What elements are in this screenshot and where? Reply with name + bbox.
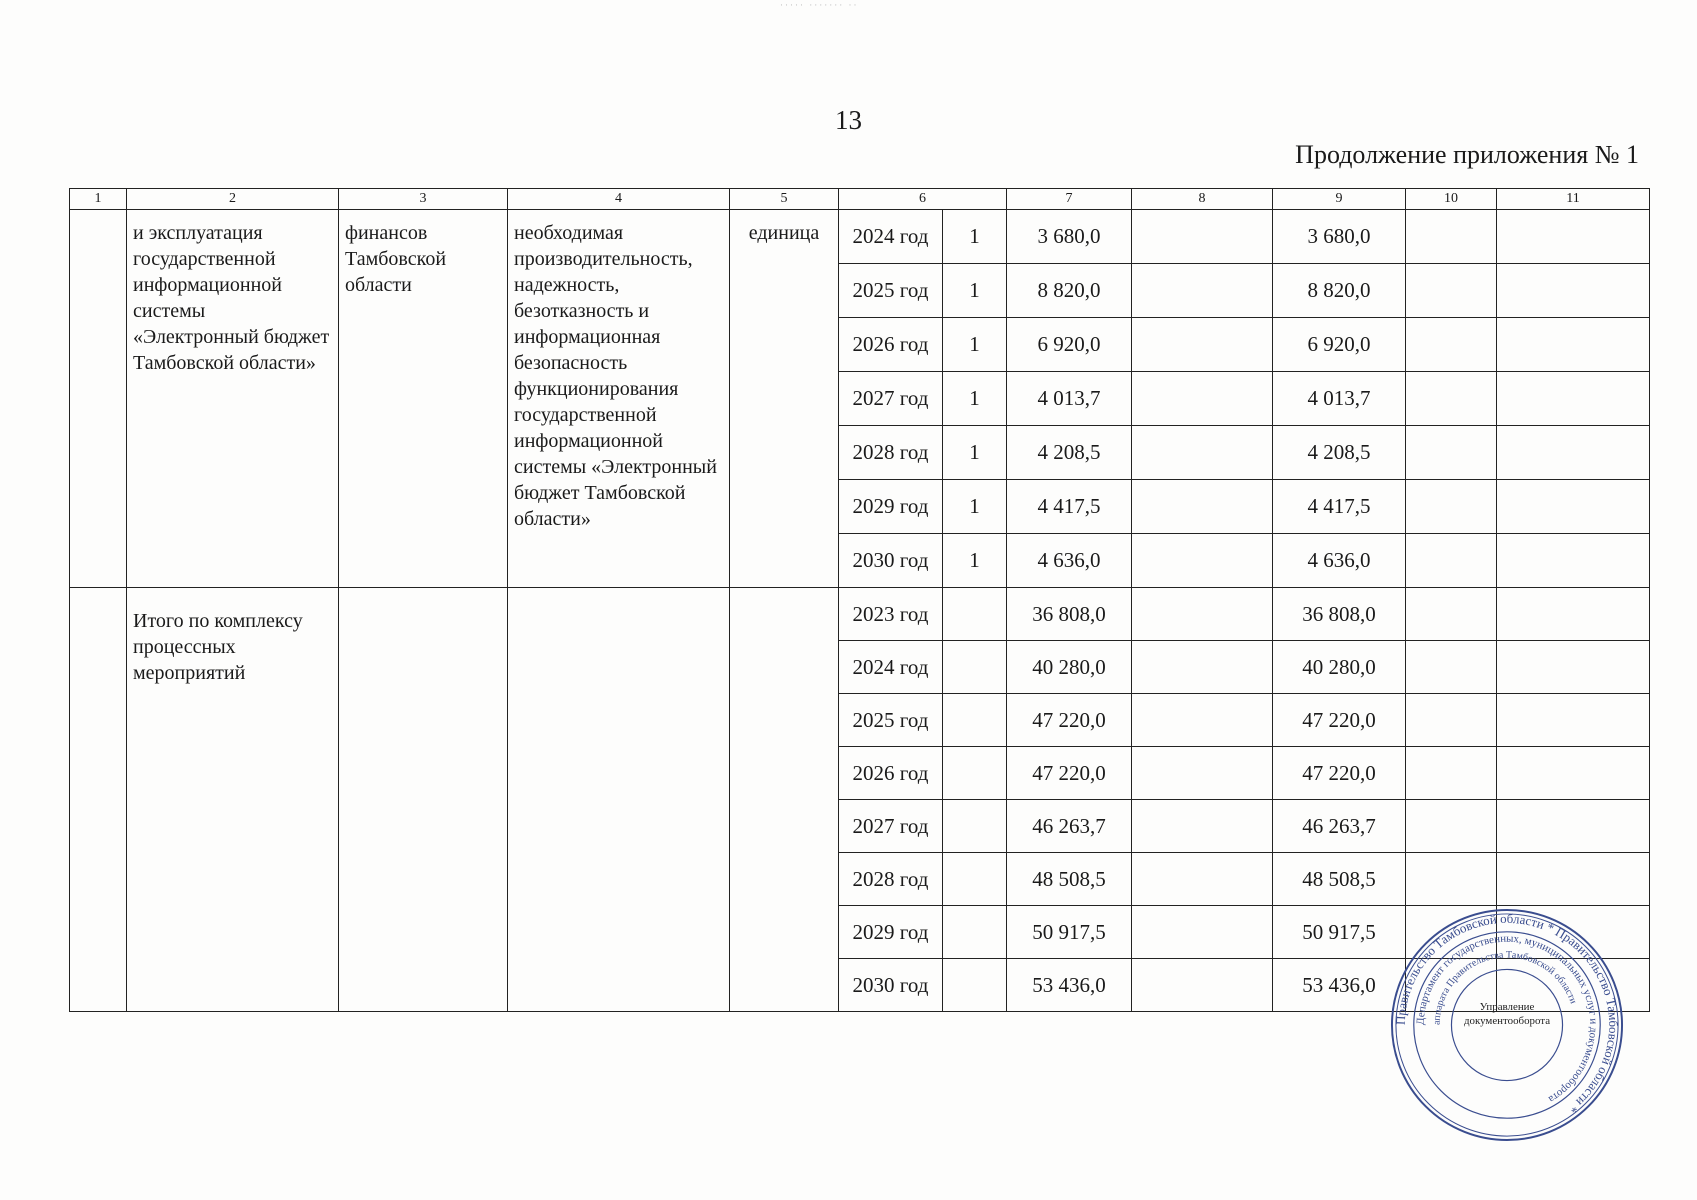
cell-total: 8 820,0 <box>1007 264 1132 318</box>
cell-col9: 3 680,0 <box>1273 210 1406 264</box>
table-row <box>70 588 1650 641</box>
cell-col11 <box>1497 264 1650 318</box>
cell-quantity <box>943 853 1007 906</box>
cell-total: 40 280,0 <box>1007 641 1132 694</box>
cell-col8 <box>1132 694 1273 747</box>
seal-inner-text: аппарата Правительства Тамбовской области <box>1431 949 1579 1026</box>
seal-center <box>1457 1000 1556 1050</box>
cell-col11 <box>1497 372 1650 426</box>
cell-col11 <box>1497 210 1650 264</box>
cell-col9: 36 808,0 <box>1273 588 1406 641</box>
cell-col8 <box>1132 747 1273 800</box>
cell-total: 4 208,5 <box>1007 426 1132 480</box>
cell-quantity <box>943 906 1007 959</box>
header-col-9: 9 <box>1273 189 1406 210</box>
cell-col10 <box>1406 210 1497 264</box>
cell-col11 <box>1497 588 1650 641</box>
official-seal <box>1388 906 1626 1144</box>
cell-col10 <box>1406 372 1497 426</box>
scan-artifact: ····· ······· ·· <box>780 0 859 10</box>
cell-col11 <box>1497 480 1650 534</box>
page-number: 13 <box>835 105 862 135</box>
cell-col9: 50 917,5 <box>1273 906 1406 959</box>
cell-year: 2027 год <box>839 800 943 853</box>
header-row <box>70 189 1650 210</box>
cell-total: 53 436,0 <box>1007 959 1132 1012</box>
header-col-10: 10 <box>1406 189 1497 210</box>
header-col-1: 1 <box>70 189 127 210</box>
cell-col8 <box>1132 853 1273 906</box>
cell-result-description: необходимая производительность, надежность, безотказность и информационная безопасность функционирования государственной информационной системы «Электронный бюджет Тамбовской области» <box>508 210 730 588</box>
cell-quantity: 1 <box>943 426 1007 480</box>
cell-col8 <box>1132 372 1273 426</box>
cell-col10 <box>1406 264 1497 318</box>
cell-col10 <box>1406 747 1497 800</box>
cell-col8 <box>1132 906 1273 959</box>
cell-col9: 4 636,0 <box>1273 534 1406 588</box>
cell-quantity <box>943 800 1007 853</box>
cell-col10 <box>1406 694 1497 747</box>
cell-col8 <box>1132 534 1273 588</box>
cell-quantity: 1 <box>943 264 1007 318</box>
cell-col10 <box>1406 853 1497 906</box>
cell-total: 3 680,0 <box>1007 210 1132 264</box>
cell-year: 2024 год <box>839 641 943 694</box>
cell-quantity: 1 <box>943 210 1007 264</box>
header-col-4: 4 <box>508 189 730 210</box>
cell-year: 2029 год <box>839 906 943 959</box>
cell-responsible: финансов Тамбовской области <box>339 210 508 588</box>
cell-total: 48 508,5 <box>1007 853 1132 906</box>
cell-col9: 6 920,0 <box>1273 318 1406 372</box>
budget-table <box>69 188 1650 1012</box>
cell-quantity <box>943 747 1007 800</box>
cell-col8 <box>1132 800 1273 853</box>
cell-col11 <box>1497 747 1650 800</box>
cell-quantity: 1 <box>943 318 1007 372</box>
cell-col11 <box>1497 694 1650 747</box>
cell-col9: 53 436,0 <box>1273 959 1406 1012</box>
cell-col11 <box>1497 426 1650 480</box>
cell-col9: 47 220,0 <box>1273 694 1406 747</box>
header-col-11: 11 <box>1497 189 1650 210</box>
cell-quantity <box>943 694 1007 747</box>
cell-col9: 8 820,0 <box>1273 264 1406 318</box>
cell-quantity: 1 <box>943 480 1007 534</box>
cell-col9: 40 280,0 <box>1273 641 1406 694</box>
cell-activity-name: и эксплуатация государственной информационной системы «Электронный бюджет Тамбовской области» <box>127 210 339 588</box>
cell-year: 2028 год <box>839 853 943 906</box>
cell-col11 <box>1497 641 1650 694</box>
cell-col8 <box>1132 318 1273 372</box>
cell-col8 <box>1132 426 1273 480</box>
cell-col8 <box>1132 588 1273 641</box>
cell-year: 2030 год <box>839 959 943 1012</box>
cell-col3-block2 <box>339 588 508 1012</box>
cell-year: 2029 год <box>839 480 943 534</box>
cell-col8 <box>1132 641 1273 694</box>
cell-total-label: Итого по комплексу процессных мероприятий <box>127 588 339 1012</box>
cell-year: 2026 год <box>839 318 943 372</box>
cell-col8 <box>1132 264 1273 318</box>
cell-col11 <box>1497 853 1650 906</box>
cell-col10 <box>1406 641 1497 694</box>
cell-col8 <box>1132 210 1273 264</box>
cell-col11 <box>1497 534 1650 588</box>
cell-col9: 48 508,5 <box>1273 853 1406 906</box>
cell-total: 4 417,5 <box>1007 480 1132 534</box>
seal-outer-text: Правительство Тамбовской области * Правительство Тамбовской области * <box>1393 911 1621 1116</box>
cell-col9: 4 417,5 <box>1273 480 1406 534</box>
header-col-2: 2 <box>127 189 339 210</box>
header-col-3: 3 <box>339 189 508 210</box>
cell-col10 <box>1406 480 1497 534</box>
cell-year: 2025 год <box>839 264 943 318</box>
seal-middle-text: Департамент государственных, муниципальных услуг и документооборота <box>1414 932 1600 1106</box>
cell-total: 47 220,0 <box>1007 694 1132 747</box>
appendix-title: Продолжение приложения № 1 <box>1295 140 1639 169</box>
cell-col9: 46 263,7 <box>1273 800 1406 853</box>
cell-total: 6 920,0 <box>1007 318 1132 372</box>
cell-total: 4 013,7 <box>1007 372 1132 426</box>
cell-quantity <box>943 641 1007 694</box>
cell-year: 2028 год <box>839 426 943 480</box>
cell-col11 <box>1497 800 1650 853</box>
cell-col10 <box>1406 534 1497 588</box>
cell-col1-block1 <box>70 210 127 588</box>
cell-year: 2030 год <box>839 534 943 588</box>
seal-center-text: Управление документооборота <box>1463 1001 1551 1027</box>
cell-quantity: 1 <box>943 372 1007 426</box>
cell-col8 <box>1132 480 1273 534</box>
cell-col10 <box>1406 800 1497 853</box>
cell-total: 4 636,0 <box>1007 534 1132 588</box>
header-col-7: 7 <box>1007 189 1132 210</box>
cell-year: 2027 год <box>839 372 943 426</box>
cell-quantity <box>943 959 1007 1012</box>
cell-col9: 4 208,5 <box>1273 426 1406 480</box>
cell-year: 2025 год <box>839 694 943 747</box>
cell-col4-block2 <box>508 588 730 1012</box>
header-col-8: 8 <box>1132 189 1273 210</box>
cell-year: 2024 год <box>839 210 943 264</box>
cell-total: 46 263,7 <box>1007 800 1132 853</box>
cell-total: 36 808,0 <box>1007 588 1132 641</box>
table-row <box>70 210 1650 264</box>
cell-col10 <box>1406 588 1497 641</box>
cell-col10 <box>1406 426 1497 480</box>
header-col-5: 5 <box>730 189 839 210</box>
cell-quantity <box>943 588 1007 641</box>
cell-year: 2023 год <box>839 588 943 641</box>
cell-quantity: 1 <box>943 534 1007 588</box>
header-col-6: 6 <box>839 189 1007 210</box>
cell-unit: единица <box>730 210 839 588</box>
cell-col8 <box>1132 959 1273 1012</box>
cell-col10 <box>1406 318 1497 372</box>
cell-year: 2026 год <box>839 747 943 800</box>
cell-col9: 4 013,7 <box>1273 372 1406 426</box>
cell-col9: 47 220,0 <box>1273 747 1406 800</box>
cell-total: 50 917,5 <box>1007 906 1132 959</box>
cell-col1-block2 <box>70 588 127 1012</box>
cell-col11 <box>1497 318 1650 372</box>
cell-col5-block2 <box>730 588 839 1012</box>
cell-total: 47 220,0 <box>1007 747 1132 800</box>
